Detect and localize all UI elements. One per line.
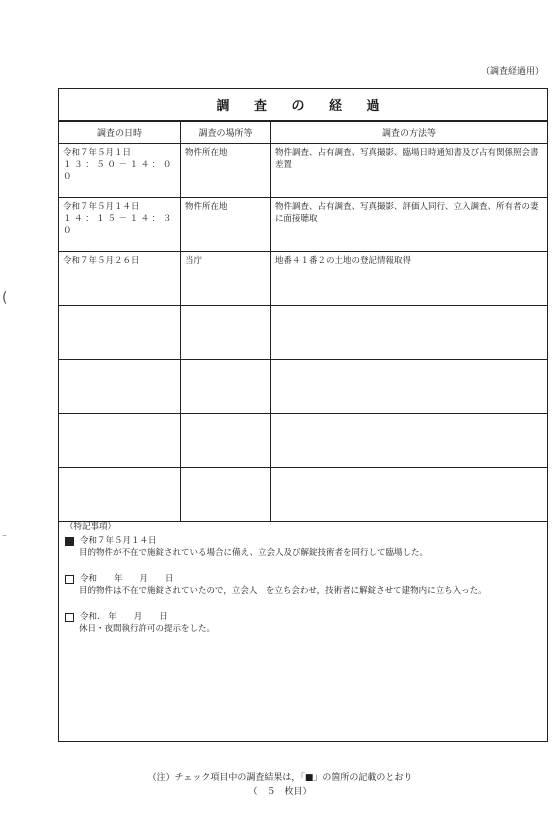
special-notes (59, 515, 547, 741)
note-date: 令和 年 月 日 (80, 574, 174, 584)
table-row (59, 360, 547, 414)
notes-heading: （特記事項） (65, 522, 117, 532)
page-count: （ ５ 枚目） (248, 787, 312, 797)
dash-mark: – (2, 530, 7, 541)
table-row (59, 306, 547, 360)
note-date: 令和７年５月１４日 (80, 536, 157, 546)
table-row (59, 198, 547, 252)
row-date (59, 414, 181, 467)
row-date (59, 252, 181, 305)
row-method: 物件調査、占有調査、写真撮影、臨場日時通知書及び占有関係照会書差置 (275, 148, 539, 170)
row-place (181, 360, 271, 413)
note-item (65, 573, 541, 597)
table-row (59, 252, 547, 306)
date-line: 令和７年５月１日 (63, 148, 132, 158)
row-place: 物件所在地 (181, 198, 271, 251)
note-text: 目的物件が不在で施錠されている場合に備え、立会人及び解錠技術者を同行して臨場した。 (79, 548, 429, 558)
document-type-label: （調査経過用） (480, 67, 544, 77)
unchecked-box-icon (65, 575, 74, 584)
time-line: １４：１５－１４：３０ (63, 214, 175, 236)
row-place (181, 306, 271, 359)
row-method (271, 360, 547, 413)
row-date (59, 306, 181, 359)
row-place: 当庁 (181, 252, 271, 305)
footer-note: （注）チェック項目中の調査結果は，「■」の箇所の記載のとおり (147, 773, 413, 783)
note-text: 休日・夜間執行許可の提示をした。 (79, 624, 216, 634)
row-date (59, 360, 181, 413)
survey-record-sheet (58, 88, 548, 742)
date-line: 令和７年５月１４日 (63, 202, 140, 212)
row-place: 物件所在地 (181, 144, 271, 197)
row-date (59, 144, 181, 197)
row-method: 物件調査、占有調査、写真撮影、評価人同行、立入調査、所有者の妻に面接聴取 (275, 202, 539, 224)
date-line: 令和７年５月２６日 (63, 256, 140, 266)
row-place (181, 468, 271, 521)
time-line: １３：５０－１４：００ (63, 160, 175, 182)
note-text: 目的物件は不在で施錠されていたので，立会人 を立ち会わせ，技術者に解錠させて建物内に立ち入った。 (79, 586, 487, 596)
sheet-title: 調 査 の 経 過 (59, 89, 547, 122)
table-row (59, 468, 547, 522)
unchecked-box-icon (65, 613, 74, 622)
table-row (59, 414, 547, 468)
header-date: 調査の日時 (59, 122, 181, 143)
header-place: 調査の場所等 (181, 122, 271, 143)
row-date (59, 198, 181, 251)
row-method: 地番４１番２の土地の登記情報取得 (275, 256, 412, 266)
checked-box-icon (65, 537, 74, 546)
table-header (59, 122, 547, 144)
row-method (271, 306, 547, 359)
table-row (59, 144, 547, 198)
row-date (59, 468, 181, 521)
note-date: 令和. 年 月 日 (80, 612, 168, 622)
row-method (271, 414, 547, 467)
paren-mark: ( (2, 290, 8, 306)
note-item (65, 535, 541, 559)
row-place (181, 414, 271, 467)
note-item (65, 611, 541, 635)
header-method: 調査の方法等 (381, 129, 436, 139)
row-method (271, 468, 547, 521)
